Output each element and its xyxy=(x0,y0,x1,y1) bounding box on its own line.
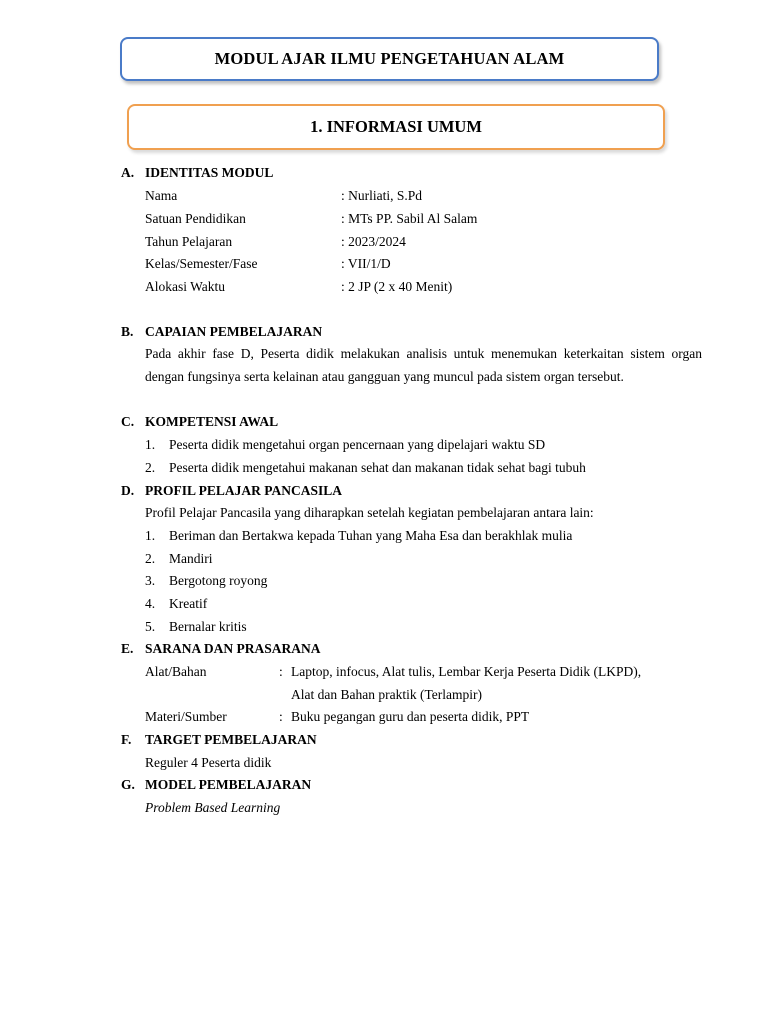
alat-colon: : xyxy=(279,664,283,679)
materi-value: Buku pegangan guru dan peserta didik, PPT xyxy=(291,709,530,724)
list-item: Kreatif xyxy=(169,596,208,611)
identity-value-alokasi: : 2 JP (2 x 40 Menit) xyxy=(341,279,453,294)
document-title: MODUL AJAR ILMU PENGETAHUAN ALAM xyxy=(120,37,659,81)
list-item-number: 5. xyxy=(145,619,156,634)
list-item: Peserta didik mengetahui makanan sehat dan makanan tidak sehat bagi tubuh xyxy=(169,460,586,475)
list-item: Peserta didik mengetahui organ pencernaan yang dipelajari waktu SD xyxy=(169,437,546,452)
section-e-title: SARANA DAN PRASARANA xyxy=(145,641,321,656)
list-item: Bernalar kritis xyxy=(169,619,247,634)
identity-label-satuan: Satuan Pendidikan xyxy=(145,211,246,226)
identity-label-kelas: Kelas/Semester/Fase xyxy=(145,256,258,271)
list-item: Beriman dan Bertakwa kepada Tuhan yang Maha Esa dan berakhlak mulia xyxy=(169,528,573,543)
list-item: Bergotong royong xyxy=(169,573,268,588)
identity-value-kelas: : VII/1/D xyxy=(341,256,391,271)
section-d-title: PROFIL PELAJAR PANCASILA xyxy=(145,483,343,498)
section-a-letter: A. xyxy=(121,165,135,180)
section-g-title: MODEL PEMBELAJARAN xyxy=(145,777,312,792)
capaian-paragraph: Pada akhir fase D, Peserta didik melakukan analisis untuk menemukan keterkaitan sistem organ dengan fungsinya serta kelainan atau gangguan yang muncul pada sistem organ tersebut. xyxy=(145,346,702,384)
identity-label-alokasi: Alokasi Waktu xyxy=(145,279,226,294)
list-item-number: 2. xyxy=(145,460,156,475)
section-a-title: IDENTITAS MODUL xyxy=(145,165,274,180)
section-b-title: CAPAIAN PEMBELAJARAN xyxy=(145,324,323,339)
list-item-number: 1. xyxy=(145,528,156,543)
materi-colon: : xyxy=(279,709,283,724)
alat-label: Alat/Bahan xyxy=(145,664,207,679)
materi-label: Materi/Sumber xyxy=(145,709,227,724)
list-item-number: 4. xyxy=(145,596,156,611)
section-c-title: KOMPETENSI AWAL xyxy=(145,414,279,429)
identity-value-nama: : Nurliati, S.Pd xyxy=(341,188,423,203)
section-d-letter: D. xyxy=(121,483,135,498)
section-heading: 1. INFORMASI UMUM xyxy=(127,104,665,150)
section-f-letter: F. xyxy=(121,732,132,747)
target-text: Reguler 4 Peserta didik xyxy=(145,755,272,770)
profil-intro: Profil Pelajar Pancasila yang diharapkan setelah kegiatan pembelajaran antara lain: xyxy=(145,505,594,520)
section-f-title: TARGET PEMBELAJARAN xyxy=(145,732,317,747)
identity-label-nama: Nama xyxy=(145,188,178,203)
identity-value-satuan: : MTs PP. Sabil Al Salam xyxy=(341,211,478,226)
list-item-number: 2. xyxy=(145,551,156,566)
section-c-letter: C. xyxy=(121,414,135,429)
list-item-number: 1. xyxy=(145,437,156,452)
section-e-letter: E. xyxy=(121,641,134,656)
alat-value-line2: Alat dan Bahan praktik (Terlampir) xyxy=(291,687,482,702)
section-b-letter: B. xyxy=(121,324,134,339)
model-text: Problem Based Learning xyxy=(145,800,281,815)
identity-label-tahun: Tahun Pelajaran xyxy=(145,234,233,249)
section-g-letter: G. xyxy=(121,777,135,792)
identity-value-tahun: : 2023/2024 xyxy=(341,234,406,249)
list-item-number: 3. xyxy=(145,573,156,588)
list-item: Mandiri xyxy=(169,551,213,566)
alat-value-line1: Laptop, infocus, Alat tulis, Lembar Kerja Peserta Didik (LKPD), xyxy=(291,664,642,679)
